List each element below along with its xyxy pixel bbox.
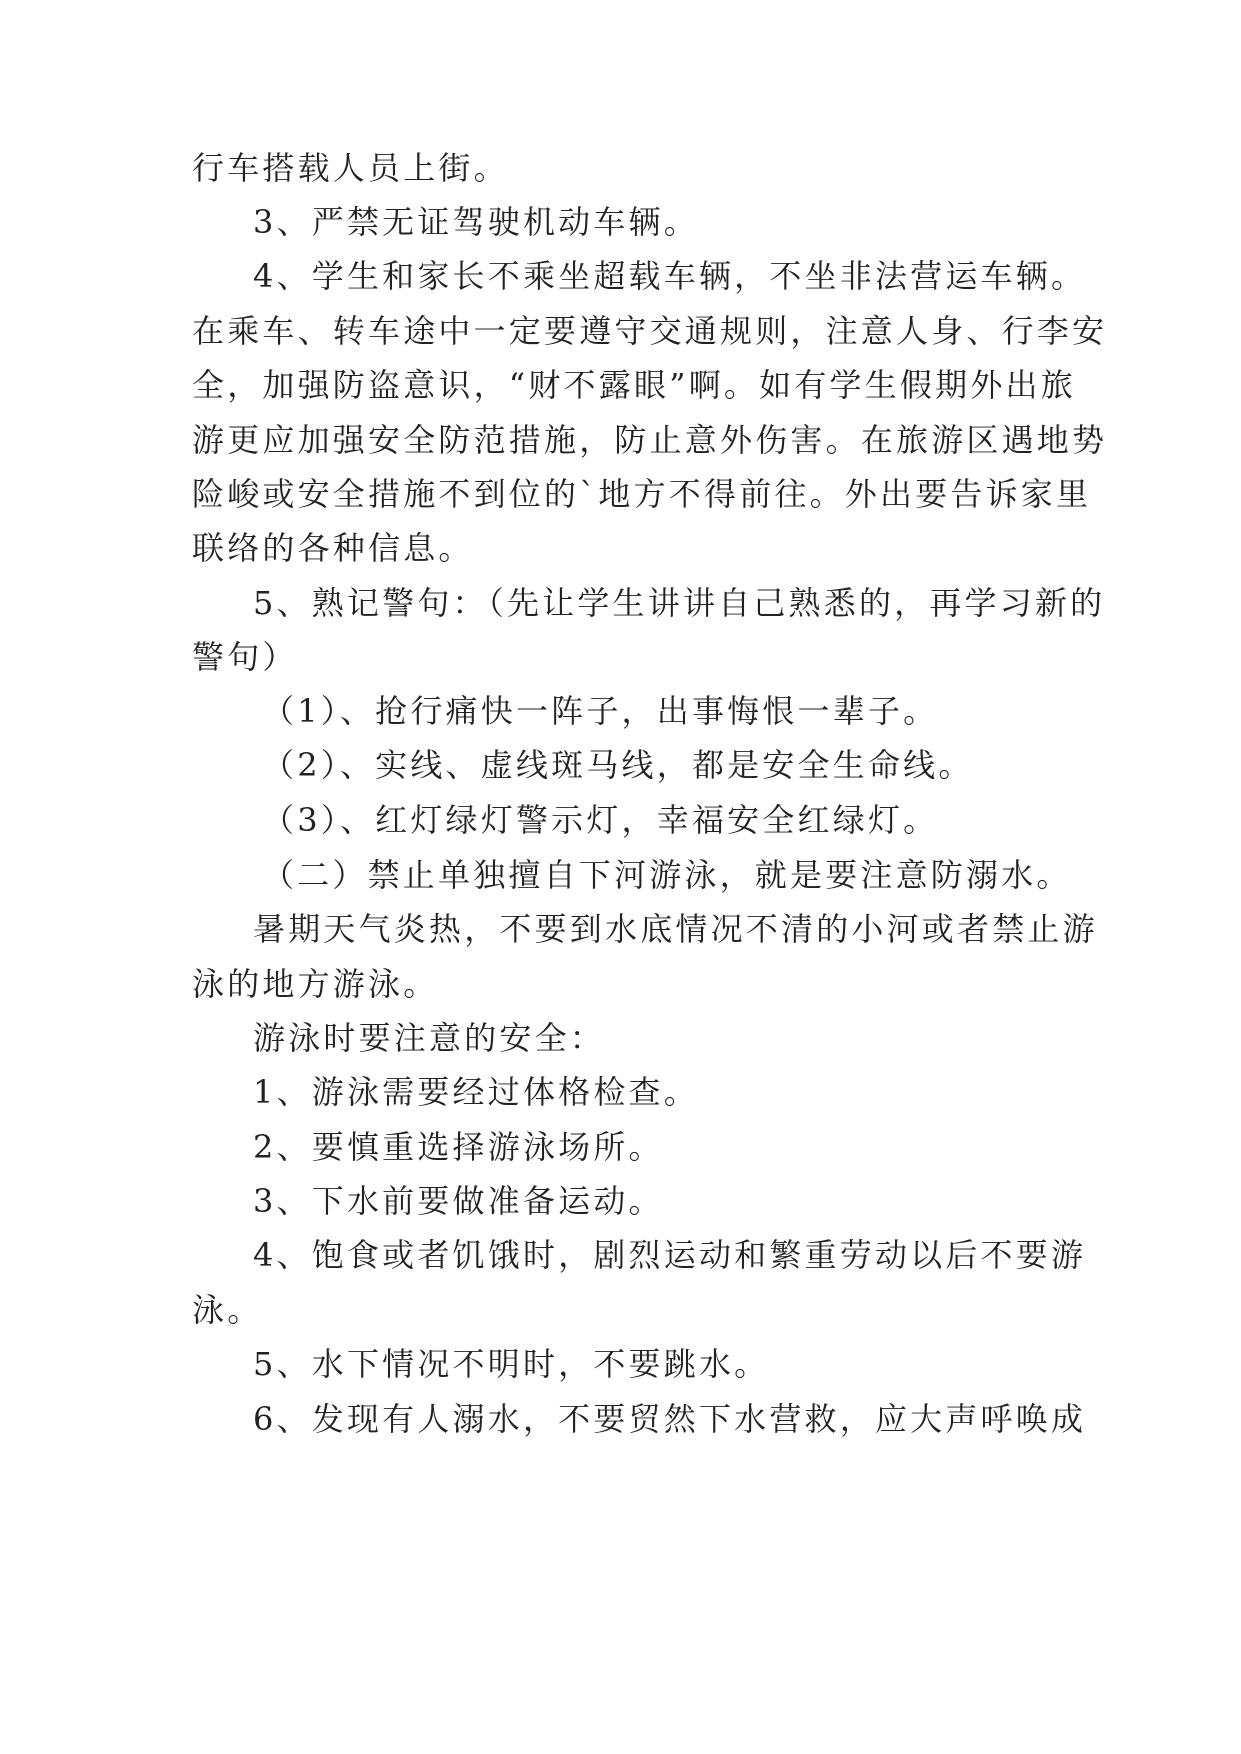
text-line: 3、下水前要做准备运动。: [253, 1182, 664, 1220]
text-line: 联络的各种信息。: [192, 529, 474, 567]
text-line: 在乘车、转车途中一定要遵守交通规则，注意人身、行李安: [192, 312, 1108, 350]
text-line: 泳的地方游泳。: [192, 965, 439, 1003]
text-line: 行车搭载人员上街。: [192, 149, 509, 187]
text-line: 2、要慎重选择游泳场所。: [253, 1128, 664, 1166]
text-line: 6、发现有人溺水，不要贸然下水营救，应大声呼唤成: [253, 1400, 1087, 1438]
text-line: 4、饱食或者饥饿时，剧烈运动和繁重劳动以后不要游: [253, 1236, 1087, 1274]
text-line: 1、游泳需要经过体格检查。: [253, 1073, 699, 1111]
text-line: 5、水下情况不明时，不要跳水。: [253, 1345, 770, 1383]
text-line: 暑期天气炎热，不要到水底情况不清的小河或者禁止游: [253, 910, 1098, 948]
text-line: 险峻或安全措施不到位的`地方不得前往。外出要告诉家里: [192, 475, 1092, 513]
text-line: 警句）: [192, 638, 298, 676]
text-line: （3）、红灯绿灯警示灯，幸福安全红绿灯。: [262, 801, 939, 839]
section-heading: （二）禁止单独擅自下河游泳，就是要注意防溺水。: [262, 856, 1072, 894]
text-line: 全，加强防盗意识，“财不露眼”啊。如有学生假期外出旅: [192, 366, 1076, 404]
text-line: 游泳时要注意的安全：: [253, 1019, 606, 1057]
text-line: 游更应加强安全防范措施，防止意外伤害。在旅游区遇地势: [192, 421, 1108, 459]
text-line: （1）、抢行痛快一阵子，出事悔恨一辈子。: [262, 692, 939, 730]
text-line: 4、学生和家长不乘坐超载车辆，不坐非法营运车辆。: [253, 257, 1087, 295]
text-line: 3、严禁无证驾驶机动车辆。: [253, 203, 699, 241]
text-line: 泳。: [192, 1291, 263, 1329]
text-line: （2）、实线、虚线斑马线，都是安全生命线。: [262, 746, 974, 784]
text-line: 5、熟记警句：（先让学生讲讲自己熟悉的，再学习新的: [253, 584, 1106, 622]
